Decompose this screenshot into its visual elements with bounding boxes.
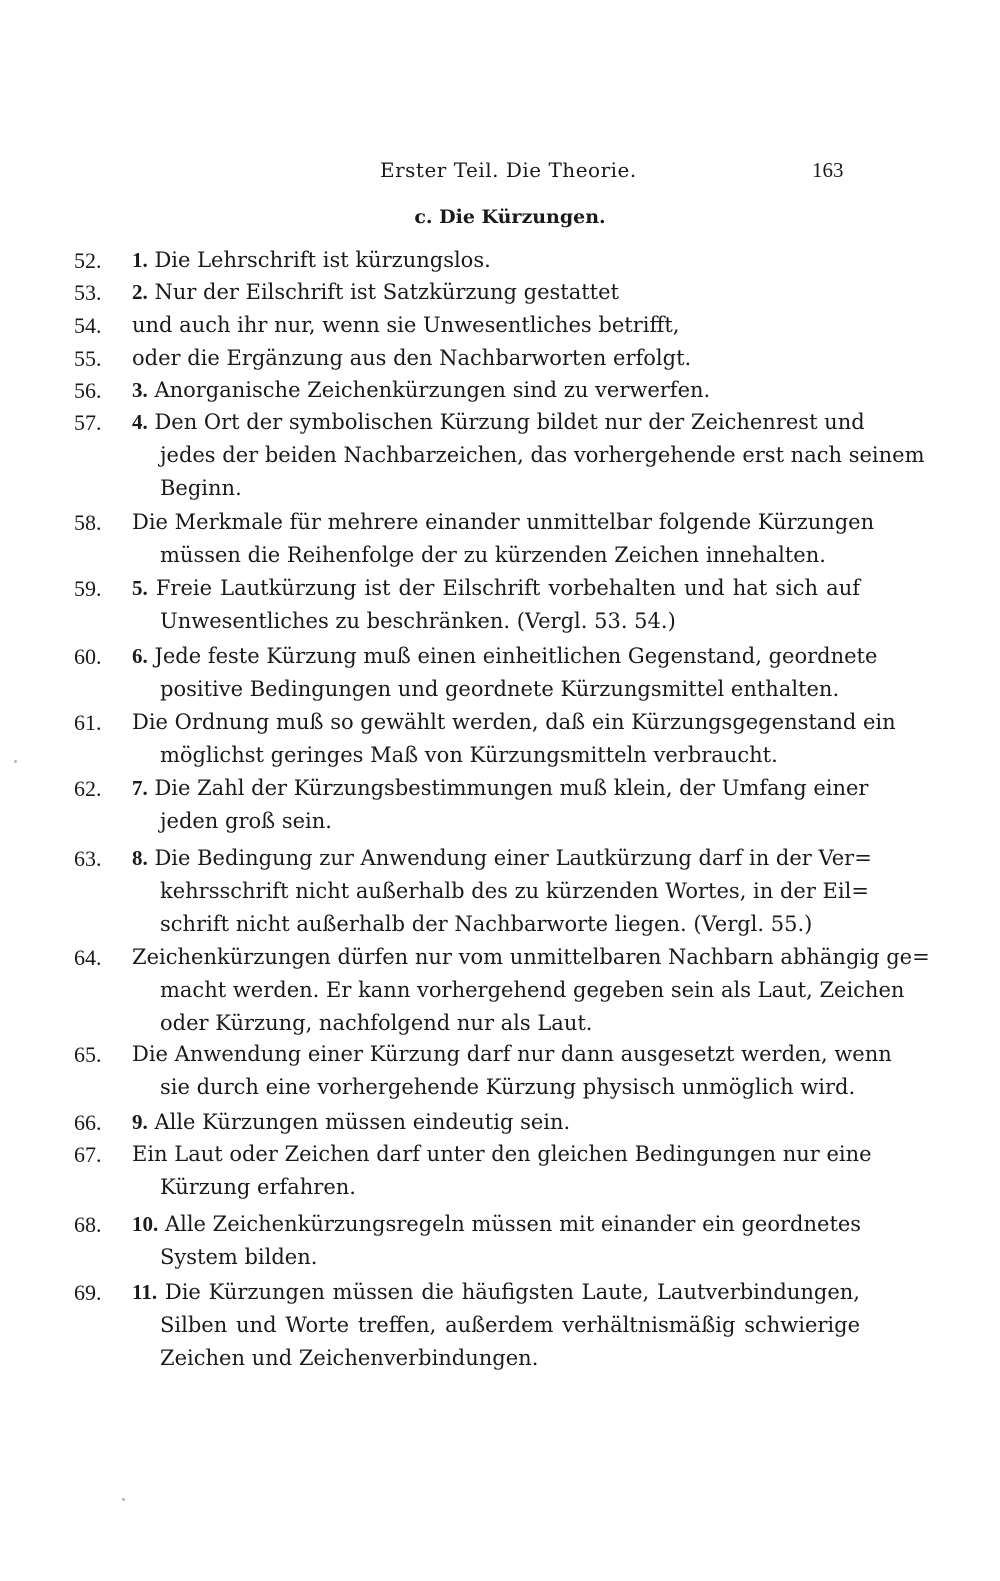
entry-line [132, 576, 860, 601]
entry-line [132, 1042, 892, 1066]
entry-number: 56. [74, 378, 102, 403]
rule-number: 9. [132, 1110, 148, 1134]
entry-number: 58. [74, 510, 102, 535]
entry-number: 65. [74, 1042, 102, 1067]
entry-number: 69. [74, 1280, 102, 1305]
rule-number: 10. [132, 1212, 159, 1236]
entry-number: 53. [74, 280, 102, 305]
entry-line [160, 677, 860, 701]
entry-text: Die Merkmale für mehrere einander unmittelbar folgende Kürzungen [132, 510, 875, 534]
entry-text: und auch ihr nur, wenn sie Unwesentliches betrifft, [132, 313, 680, 337]
entry-line [160, 476, 860, 500]
entry-text: Nur der Eilschrift ist Satzkürzung gestattet [154, 280, 619, 304]
entry-text: oder Kürzung, nachfolgend nur als Laut. [160, 1011, 593, 1035]
entry-number: 61. [74, 710, 102, 735]
entry-text: schrift nicht außerhalb der Nachbarworte liegen. (Vergl. 55.) [160, 912, 813, 936]
entry-line [132, 313, 860, 337]
page-number: 163 [812, 158, 844, 182]
entry-text: Anorganische Zeichenkürzungen sind zu verwerfen. [154, 378, 711, 402]
entry-text: kehrsschrift nicht außerhalb des zu kürzenden Wortes, in der Eil= [160, 879, 869, 903]
rule-number: 1. [132, 248, 148, 272]
entry-line [132, 1280, 860, 1305]
entry-text: Alle Zeichenkürzungsregeln müssen mit einander ein geordnetes [164, 1212, 862, 1236]
entry-text: Die Bedingung zur Anwendung einer Lautkürzung darf in der Ver= [154, 846, 872, 870]
entry-line [132, 846, 872, 871]
rule-number: 7. [132, 776, 148, 800]
entry-text: Die Zahl der Kürzungsbestimmungen muß klein, der Umfang einer [154, 776, 869, 800]
entry-line [160, 912, 860, 936]
entry-text: Die Ordnung muß so gewählt werden, daß ein Kürzungsgegenstand ein [132, 710, 896, 734]
entry-number: 59. [74, 576, 102, 601]
entry-number: 63. [74, 846, 102, 871]
entry-text: Zeichenkürzungen dürfen nur vom unmittelbaren Nachbarn abhängig ge= [132, 945, 930, 969]
rule-number: 6. [132, 644, 148, 668]
entry-line [132, 776, 869, 801]
entry-line [160, 879, 869, 903]
entry-line [160, 743, 860, 767]
rule-number: 5. [132, 576, 148, 600]
paper-speck [14, 760, 17, 763]
entry-line [160, 1346, 860, 1370]
entry-text: macht werden. Er kann vorhergehend gegeben sein als Laut, Zeichen [160, 978, 905, 1002]
entry-line [160, 809, 860, 833]
entry-text: Freie Lautkürzung ist der Eilschrift vorbehalten und hat sich auf [155, 576, 860, 600]
entry-text: Den Ort der symbolischen Kürzung bildet nur der Zeichenrest und [154, 410, 865, 434]
entry-number: 62. [74, 776, 102, 801]
entry-text: Kürzung erfahren. [160, 1175, 356, 1199]
entry-line [160, 1011, 860, 1035]
entry-line [160, 543, 860, 567]
running-head [0, 158, 1000, 188]
section-title: c. Die Kürzungen. [414, 206, 606, 228]
entry-line [132, 1142, 872, 1166]
entry-text: Die Lehrschrift ist kürzungslos. [154, 248, 491, 272]
entry-number: 68. [74, 1212, 102, 1237]
running-title: Erster Teil. Die Theorie. [380, 158, 637, 182]
entry-line [132, 378, 860, 403]
entry-line [132, 346, 860, 370]
entry-text: Ein Laut oder Zeichen darf unter den gleichen Bedingungen nur eine [132, 1142, 872, 1166]
entry-line [132, 248, 860, 273]
rule-number: 3. [132, 378, 148, 402]
rule-number: 8. [132, 846, 148, 870]
entry-number: 57. [74, 410, 102, 435]
entry-text: Unwesentliches zu beschränken. (Vergl. 53. 54.) [160, 609, 676, 633]
entry-text: Silben und Worte treffen, außerdem verhältnismäßig schwierige [160, 1313, 860, 1337]
entry-text: müssen die Reihenfolge der zu kürzenden Zeichen innehalten. [160, 543, 826, 567]
entry-text: Die Anwendung einer Kürzung darf nur dann ausgesetzt werden, wenn [132, 1042, 892, 1066]
entry-text: möglichst geringes Maß von Kürzungsmitteln verbraucht. [160, 743, 778, 767]
entry-text: Zeichen und Zeichenverbindungen. [160, 1346, 539, 1370]
entry-text: Die Kürzungen müssen die häufigsten Laute, Lautverbindungen, [164, 1280, 860, 1304]
entry-line [132, 510, 875, 534]
entry-line [132, 410, 865, 435]
paper-speck [122, 1498, 125, 1501]
entry-text: Jede feste Kürzung muß einen einheitlichen Gegenstand, geordnete [154, 644, 878, 668]
entry-line [160, 443, 925, 467]
entry-number: 66. [74, 1110, 102, 1135]
entry-number: 54. [74, 313, 102, 338]
entry-line [160, 978, 905, 1002]
entry-text: jedes der beiden Nachbarzeichen, das vorhergehende erst nach seinem [160, 443, 925, 467]
rule-number: 2. [132, 280, 148, 304]
entry-line [160, 1245, 860, 1269]
entry-line [160, 609, 860, 633]
entry-text: Alle Kürzungen müssen eindeutig sein. [154, 1110, 571, 1134]
entry-number: 64. [74, 945, 102, 970]
entry-line [160, 1075, 860, 1099]
entry-line [160, 1313, 860, 1337]
entry-line [132, 1110, 860, 1135]
entry-line [132, 644, 878, 669]
entry-number: 52. [74, 248, 102, 273]
entry-line [132, 945, 930, 969]
rule-number: 11. [132, 1280, 158, 1304]
entry-line [132, 1212, 860, 1237]
entry-text: positive Bedingungen und geordnete Kürzungsmittel enthalten. [160, 677, 840, 701]
entry-number: 67. [74, 1142, 102, 1167]
entry-number: 55. [74, 346, 102, 371]
entry-text: sie durch eine vorhergehende Kürzung physisch unmöglich wird. [160, 1075, 856, 1099]
entry-line [132, 280, 860, 305]
entry-text: System bilden. [160, 1245, 318, 1269]
entry-line [160, 1175, 860, 1199]
entry-text: jeden groß sein. [160, 809, 332, 833]
entry-number: 60. [74, 644, 102, 669]
entry-text: Beginn. [160, 476, 242, 500]
rule-number: 4. [132, 410, 148, 434]
entry-text: oder die Ergänzung aus den Nachbarworten erfolgt. [132, 346, 692, 370]
entry-line [132, 710, 896, 734]
